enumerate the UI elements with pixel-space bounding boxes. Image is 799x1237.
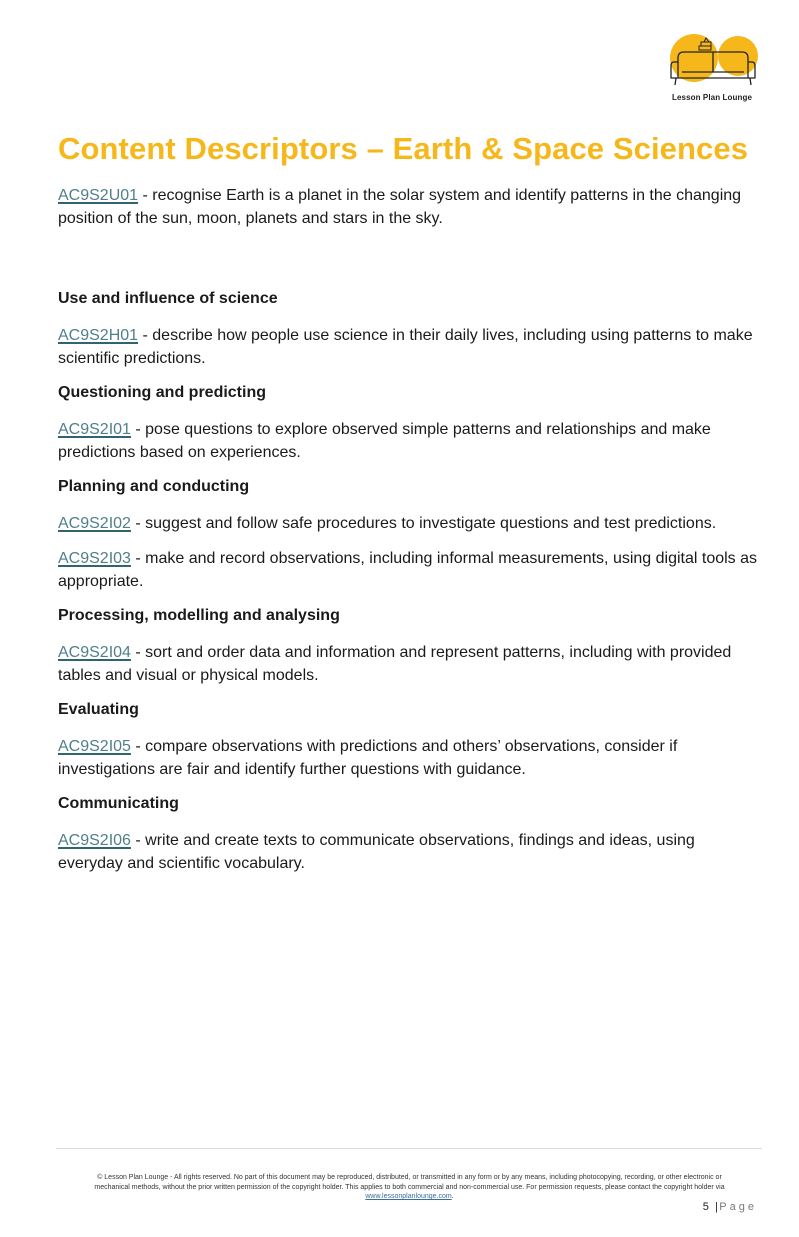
page-number-value: 5 [702,1201,711,1213]
website-suffix: . [451,1193,454,1200]
sofa-logo-icon [668,32,760,90]
page-label: Page [719,1201,757,1213]
descriptor-item [58,512,764,535]
descriptor-code-link[interactable]: AC9S2I01 [58,421,131,438]
section-heading: Planning and conducting [58,478,250,495]
section-heading: Use and influence of science [58,290,278,307]
section-heading: Processing, modelling and analysing [58,607,340,624]
section-heading: Questioning and predicting [58,384,266,401]
logo-text: Lesson Plan Lounge [671,93,753,102]
page-title: Content Descriptors – Earth & Space Sciences [58,131,749,166]
descriptor-code-link[interactable]: AC9S2I03 [58,550,131,567]
copyright-notice [60,1173,759,1202]
descriptor-text: - recognise Earth is a planet in the solar system and identify patterns in the changing position of the sun, moon, planets and stars in the sky. [58,187,742,227]
section-heading: Communicating [58,795,179,812]
descriptor-item [58,641,764,687]
intro-descriptor [58,184,764,230]
descriptor-item [58,547,764,593]
section-heading: Evaluating [58,701,139,718]
footer-divider [56,1148,762,1149]
descriptor-text: - sort and order data and information and represent patterns, including with provided tables and visual or physical models. [58,644,732,684]
descriptor-code-link[interactable]: AC9S2H01 [58,327,139,344]
descriptor-item [58,735,764,781]
lesson-plan-lounge-logo [664,32,760,106]
descriptor-code-link[interactable]: AC9S2U01 [58,187,139,204]
page-number [703,1201,757,1213]
descriptor-text: - describe how people use science in their daily lives, including using patterns to make scientific predictions. [58,327,753,367]
descriptor-item [58,829,764,875]
descriptor-item [58,324,764,370]
descriptor-code-link[interactable]: AC9S2I02 [58,515,131,532]
copyright-line-1: © Lesson Plan Lounge - All rights reserved. No part of this document may be reproduced, distributed, or transmitted in any form or by any means, including photocopying, recording, or other electronic or [97,1174,722,1181]
descriptor-text: - write and create texts to communicate observations, findings and ideas, using everyday and scientific vocabulary. [58,832,695,872]
copyright-line-2: mechanical methods, without the prior written permission of the copyright holder. This applies to both commercial and non-commercial use. For permission requests, please contact the copyright holder via [94,1183,725,1191]
descriptor-text: - suggest and follow safe procedures to investigate questions and test predictions. [130,515,717,532]
descriptor-text: - compare observations with predictions and others’ observations, consider if investigations are fair and identify further questions with guidance. [58,738,678,778]
page-separator: | [714,1201,720,1213]
descriptor-item [58,418,764,464]
descriptor-text: - pose questions to explore observed simple patterns and relationships and make predictions based on experiences. [58,421,711,461]
descriptor-text: - make and record observations, including informal measurements, using digital tools as appropriate. [58,550,758,590]
descriptor-code-link[interactable]: AC9S2I05 [58,738,131,755]
content-descriptors [58,184,764,888]
website-link[interactable]: www.lessonplanlounge.com [365,1193,452,1200]
descriptor-code-link[interactable]: AC9S2I06 [58,832,131,849]
descriptor-code-link[interactable]: AC9S2I04 [58,644,131,661]
